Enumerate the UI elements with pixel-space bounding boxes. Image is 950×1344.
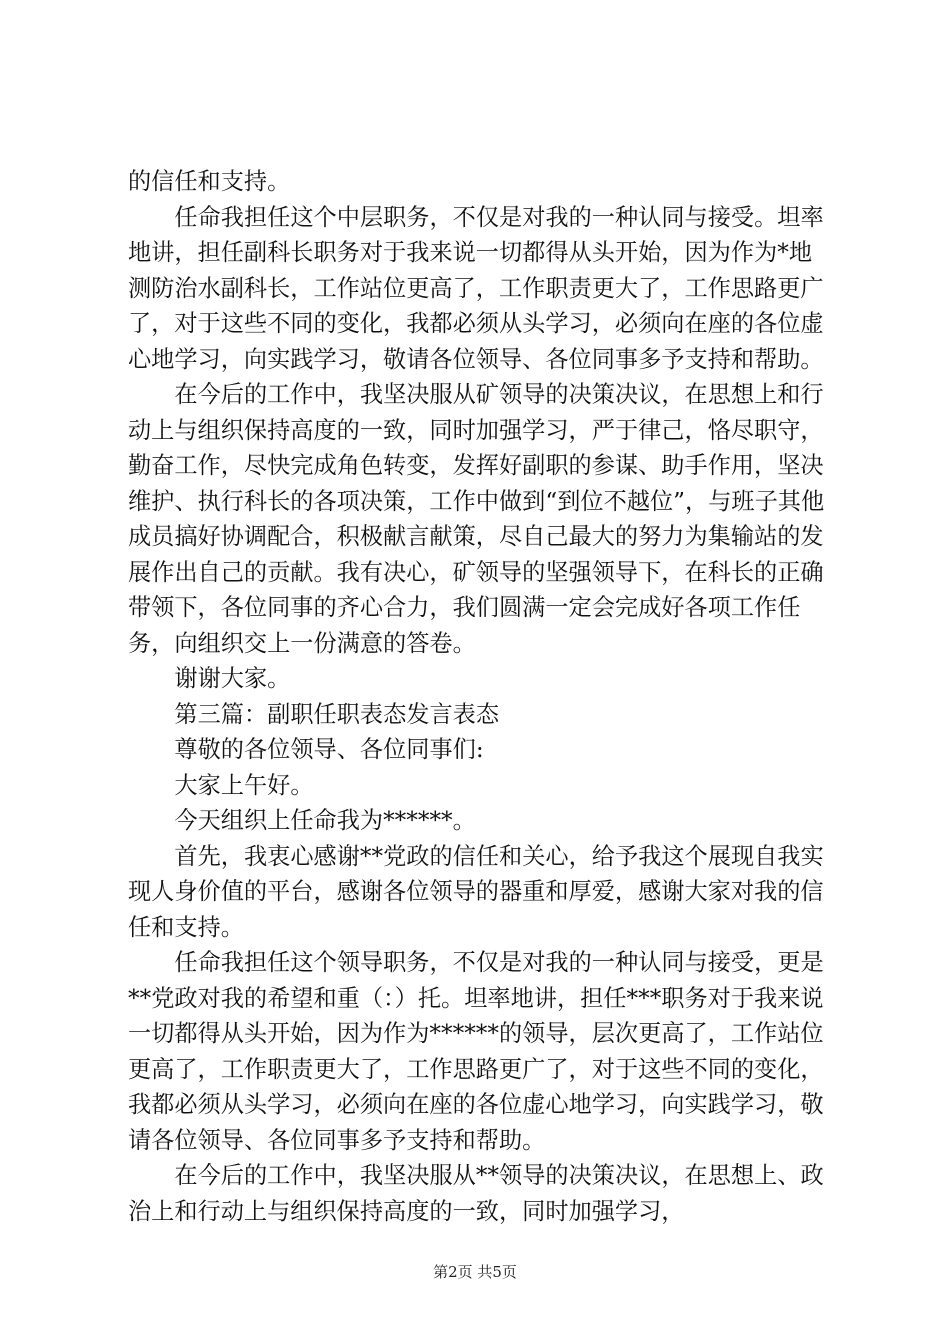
paragraph-2: 任命我担任这个中层职务，不仅是对我的一种认同与接受。坦率地讲，担任副科长职务对于我来说一切都得从头开始，因为作为*地测防治水副科长，工作站位更高了，工作职责更大了，工作思路更广了，对于这些不同的变化，我都必须从头学习，必须向在座的各位虚心地学习，向实践学习，敬请各位领导、各位同事多予支持和帮助。	[128, 203, 824, 373]
document-body	[128, 164, 828, 1229]
paragraph-3: 在今后的工作中，我坚决服从矿领导的决策决议，在思想上和行动上与组织保持高度的一致，同时加强学习，严于律己，恪尽职守，勤奋工作，尽快完成角色转变，发挥好副职的参谋、助手作用，坚决维护、执行科长的各项决策，工作中做到“到位不越位”，与班子其他成员搞好协调配合，积极献言献策，尽自己最大的努力为集输站的发展作出自己的贡献。我有决心，矿领导的坚强领导下，在科长的正确带领下，各位同事的齐心合力，我们圆满一定会完成好各项工作任务，向组织交上一份满意的答卷。	[128, 381, 825, 657]
paragraph-9: 首先，我衷心感谢**党政的信任和关心，给予我这个展现自我实现人身价值的平台，感谢各位领导的器重和厚爱，感谢大家对我的信任和支持。	[128, 842, 824, 941]
paragraph-1: 的信任和支持。	[128, 168, 291, 195]
page-footer: 第2页 共5页	[433, 1263, 517, 1281]
salutation: 尊敬的各位领导、各位同事们:	[174, 736, 484, 763]
paragraph-11: 在今后的工作中，我坚决服从**领导的决策决议，在思想上、政治上和行动上与组织保持高度的一致，同时加强学习，	[128, 1162, 824, 1225]
paragraph-8: 今天组织上任命我为******。	[174, 807, 476, 834]
greeting: 大家上午好。	[174, 771, 314, 799]
paragraph-4: 谢谢大家。	[174, 665, 291, 692]
paragraph-10: 任命我担任这个领导职务，不仅是对我的一种认同与接受，更是**党政对我的希望和重（：）托。坦率地讲，担任***职务对于我来说一切都得从头开始，因为作为******的领导，层次更高了，工作站位更高了，工作职责更大了，工作思路更广了，对于这些不同的变化，我都必须从头学习，必须向在座的各位虚心地学习，向实践学习，敬请各位领导、各位同事多予支持和帮助。	[128, 949, 824, 1154]
section-heading: 第三篇：副职任职表态发言表态	[174, 700, 500, 728]
